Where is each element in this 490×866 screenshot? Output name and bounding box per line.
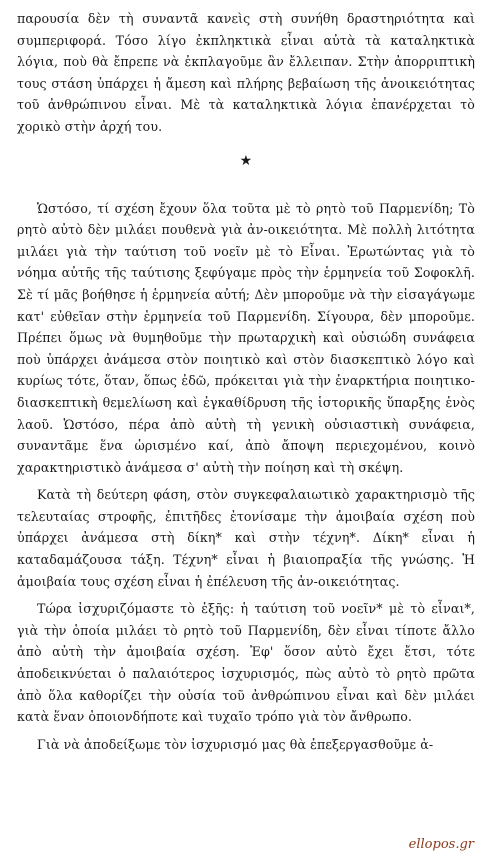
paragraph-truncated: Γιὰ νὰ ἀποδείξωμε τὸν ἰσχυρισμό μας θὰ ἐπεξεργασθοῦμε ἀ- — [37, 736, 434, 752]
paragraph: Κατὰ τὴ δεύτερη φάση, στὸν συγκεφαλαιωτικὸ χαρακτηρισμὸ τῆς τελευταίας στροφῆς, ἐπιτῆδες ἐτονίσαμε τὴν ἀμοιβαία σχέση ποὺ ὑπάρχει ἀνάμεσα στὴ δίκη* καὶ στὴν τέχνη*. Δίκη* εἶναι ἡ καταδαμάζουσα τάξη. Τέχνη* εἶναι ἡ βιαιοπραξία τῆς γνώσης. Ἡ ἀμοιβαία τους σχέση εἶναι ἡ ἐπέλευση τῆς ἀν-οικειότητας. — [17, 487, 475, 589]
section-separator-star: ★ — [239, 152, 253, 169]
site-watermark: ellopos.gr — [408, 837, 474, 852]
paragraph: Ὡστόσο, τί σχέση ἔχουν ὅλα τοῦτα μὲ τὸ ρητὸ τοῦ Παρμενίδη; Τὸ ρητὸ αὐτὸ δὲν μιλάει πουθενὰ γιὰ ἀν-οικειότητα. Μὲ πολλὴ λιτότητα μιλάει γιὰ τὴν ταύτιση τοῦ νοεῖν μὲ τὸ Εἶναι. Ἐρωτώντας γιὰ τὸ νόημα αὐτῆς τῆς ταύτισης ξεφύγαμε πρὸς τὴν ἑρμηνεία τοῦ Σοφοκλῆ. Σὲ τί μᾶς βοήθησε ἡ ἑρμηνεία αὐτή; Δὲν μποροῦμε νὰ τὴν εἰσαγάγωμε κατ' εὐθεῖαν στὴν ἑρμηνεία τοῦ Παρμενίδη. Σίγουρα, δὲν μποροῦμε. Πρέπει ὅμως νὰ θυμηθοῦμε τὴν πρωταρχικὴ καὶ οὐσιώδη συνάφεια ποὺ ὑπάρχει ἀνάμεσα στὸν ποιητικὸ καὶ στὸν διασκεπτικὸ λόγο καὶ κυρίως τότε, ὅταν, ὅπως ἐδῶ, πρόκειται γιὰ τὴν ἐναρκτήρια ποιητικο-διασκεπτικὴ θεμελίωση καὶ ἐγκαθίδρυση τῆς ἱστορικῆς ὕπαρξης ἑνὸς λαοῦ. Ὡστόσο, πέρα ἀπὸ αὐτὴ τὴ γενικὴ οὐσιαστικὴ συνάφεια, συναντᾶμε ἕνα ὡρισμένο καί, ἀπὸ ἄποψη περιεχομένου, κοινὸ χαρακτηριστικὸ ἀνάμεσα σ' αὐτὴ τὴν ποίηση καὶ τὴ σκέψη. — [17, 200, 475, 475]
paragraph: Τώρα ἰσχυριζόμαστε τὸ ἑξῆς: ἡ ταύτιση τοῦ νοεῖν* μὲ τὸ εἶναι*, γιὰ τὴν ὁποία μιλάει τὸ ρητὸ τοῦ Παρμενίδη, δὲν εἶναι τίποτε ἄλλο ἀπὸ αὐτὴ τὴν ἀμοιβαία σχέση. Ἐφ' ὅσον αὐτὸ ἔχει ἔτσι, τότε ἀποδεικνύεται ὁ παλαιότερος ἰσχυρισμός, πὼς αὐτὸ τὸ ρητὸ πρῶτα ἀπὸ ὅλα καθορίζει τὴν οὐσία τοῦ ἀνθρώπινου εἶναι καὶ δὲν μιλάει κατὰ ἕναν ὁποιονδήποτε καὶ τυχαῖο τρόπο γιὰ τὸν ἄνθρωπο. — [17, 601, 475, 725]
paragraph-continued: παρουσία δὲν τὴ συναντᾶ κανεὶς στὴ συνήθη δραστηριότητα καὶ συμπεριφορά. Τόσο λίγο ἐκπληκτικὰ εἶναι αὐτὰ τὰ καταληκτικὰ λόγια, ποὺ θὰ ἔπρεπε νὰ ἐκπλαγοῦμε ἂν ἔλλειπαν. Στὴν ἀπορριπτικὴ τους στάση ὑπάρχει ἡ ἄμεση καὶ πλήρης βεβαίωση τῆς ἀνοικειότητας τοῦ ἀνθρώπινου εἶναι. Μὲ τὰ καταληκτικὰ λόγια ἐπανέρχεται τὸ χορικὸ στὴν ἀρχή του. — [17, 11, 475, 134]
document-page — [17, 8, 475, 755]
